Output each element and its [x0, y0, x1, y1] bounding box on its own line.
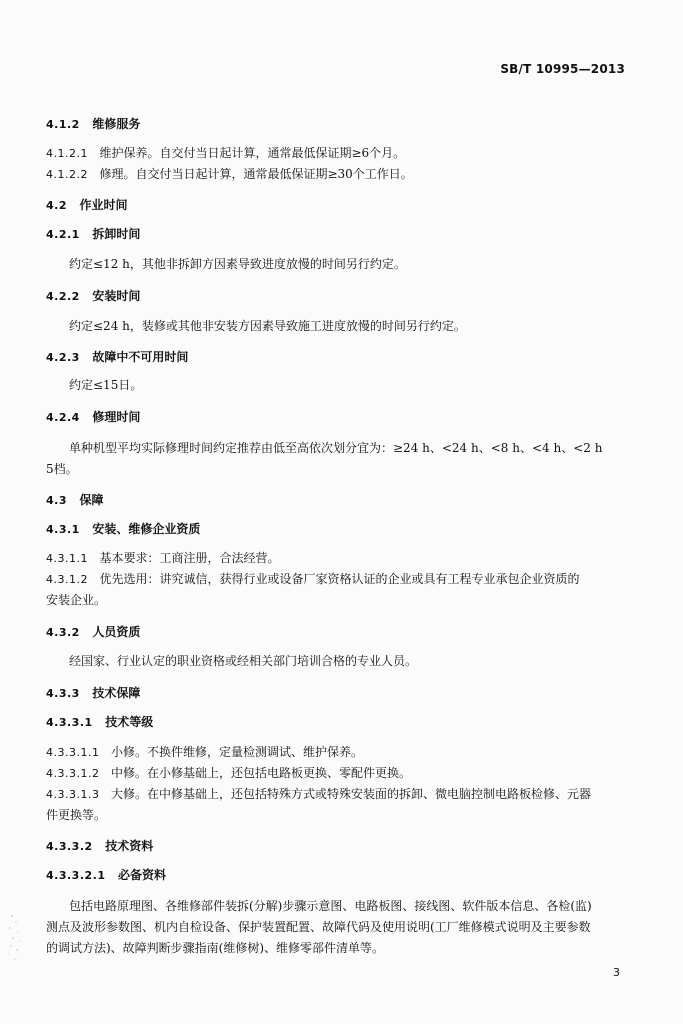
clause-text: 中修。在小修基础上，还包括电路板更换、零配件更换。 [110, 766, 411, 780]
clause-4-3-3-1-3-line-2: 件更换等。 [46, 808, 107, 822]
clause-text: 大修。在中修基础上，还包括特殊方式或特殊安装面的拆卸、微电脑控制电路板检修、元器 [110, 787, 591, 801]
section-heading-4-3-1 [46, 521, 200, 538]
section-number: 4.3.3.1 [46, 716, 93, 729]
section-number: 4.2.4 [46, 411, 80, 424]
section-title: 安装、维修企业资质 [92, 522, 201, 536]
clause-4-3-1-2-line-2: 安装企业。 [46, 593, 107, 607]
clause-text: 基本要求：工商注册，合法经营。 [99, 551, 280, 565]
clause-4-1-2-2 [46, 166, 413, 183]
clause-4-3-3-1-2 [46, 765, 411, 782]
section-number: 4.3.3 [46, 687, 80, 700]
section-title: 故障中不可用时间 [92, 350, 189, 364]
section-heading-4-3-3-1 [46, 714, 153, 731]
clause-number: 4.1.2.2 [46, 168, 88, 181]
clause-number: 4.3.3.1.2 [46, 767, 100, 780]
clause-number: 4.3.1.2 [46, 573, 88, 586]
section-number: 4.3.1 [46, 523, 80, 536]
clause-4-3-3-1-1 [46, 744, 363, 761]
section-title: 安装时间 [92, 289, 141, 303]
scan-speckle-mark [6, 910, 38, 970]
clause-number: 4.3.1.1 [46, 552, 88, 565]
clause-text: 维护保养。自交付当日起计算，通常最低保证期≥6个月。 [99, 146, 406, 160]
paragraph-4-2-1: 约定≤12 h，其他非拆卸方因素导致进度放慢的时间另行约定。 [69, 257, 406, 271]
section-number: 4.1.2 [46, 118, 80, 131]
section-number: 4.2.1 [46, 228, 80, 241]
section-heading-4-3-3-2 [46, 838, 153, 855]
clause-text: 优先选用：讲究诚信，获得行业或设备厂家资格认证的企业或具有工程专业承包企业资质的 [99, 572, 580, 586]
page-number: 3 [613, 966, 620, 979]
paragraph-4-2-4-line-2: 5档。 [46, 462, 78, 476]
section-number: 4.2.2 [46, 290, 80, 303]
section-title: 技术保障 [92, 686, 141, 700]
section-title: 保障 [79, 493, 104, 507]
clause-text: 小修。不换件维修，定量检测调试、维护保养。 [110, 745, 363, 759]
paragraph-4-2-3: 约定≤15日。 [69, 378, 143, 392]
paragraph-4-3-3-2-1-line-3: 的调试方法)、故障判断步骤指南(维修树)、维修零部件清单等。 [46, 941, 385, 955]
section-heading-4-3-3 [46, 685, 140, 702]
clause-4-3-1-2-line-1 [46, 571, 579, 588]
paragraph-4-3-3-2-1-line-1: 包括电路原理图、各维修部件装拆(分解)步骤示意图、电路板图、接线图、软件版本信息、各检(监) [69, 899, 592, 913]
section-number: 4.3.2 [46, 626, 80, 639]
clause-4-3-1-1 [46, 550, 279, 567]
document-code-header: SB/T 10995—2013 [500, 62, 625, 76]
section-heading-4-2-3 [46, 349, 188, 366]
section-title: 作业时间 [79, 198, 128, 212]
clause-4-1-2-1 [46, 145, 405, 162]
section-title: 技术等级 [105, 715, 154, 729]
section-heading-4-3 [46, 492, 104, 509]
paragraph-4-3-2: 经国家、行业认定的职业资格或经相关部门培训合格的专业人员。 [69, 654, 418, 668]
section-number: 4.3.3.2.1 [46, 869, 106, 882]
paragraph-4-2-2: 约定≤24 h，装修或其他非安装方因素导致施工进度放慢的时间另行约定。 [69, 319, 466, 333]
clause-4-3-3-1-3-line-1 [46, 786, 591, 803]
section-heading-4-2-4 [46, 409, 140, 426]
section-title: 人员资质 [92, 625, 141, 639]
section-heading-4-3-3-2-1 [46, 867, 166, 884]
section-heading-4-1-2 [46, 116, 140, 133]
section-title: 拆卸时间 [92, 227, 141, 241]
clause-number: 4.3.3.1.1 [46, 746, 100, 759]
section-heading-4-2 [46, 197, 128, 214]
clause-number: 4.1.2.1 [46, 147, 88, 160]
paragraph-4-2-4-line-1: 单种机型平均实际修理时间约定推荐由低至高依次划分宜为：≥24 h、<24 h、<8 h、<4 h、<2 h [69, 441, 603, 455]
section-number: 4.2 [46, 199, 67, 212]
section-title: 维修服务 [92, 117, 141, 131]
section-heading-4-3-2 [46, 624, 140, 641]
section-number: 4.3 [46, 494, 67, 507]
clause-number: 4.3.3.1.3 [46, 788, 100, 801]
section-number: 4.2.3 [46, 351, 80, 364]
section-heading-4-2-1 [46, 226, 140, 243]
section-number: 4.3.3.2 [46, 840, 93, 853]
section-heading-4-2-2 [46, 288, 140, 305]
clause-text: 修理。自交付当日起计算，通常最低保证期≥30个工作日。 [99, 167, 413, 181]
section-title: 修理时间 [92, 410, 141, 424]
section-title: 必备资料 [118, 868, 167, 882]
section-title: 技术资料 [105, 839, 154, 853]
paragraph-4-3-3-2-1-line-2: 测点及波形参数图、机内自检设备、保护装置配置、故障代码及使用说明(工厂维修模式说明及主要参数 [46, 920, 591, 934]
